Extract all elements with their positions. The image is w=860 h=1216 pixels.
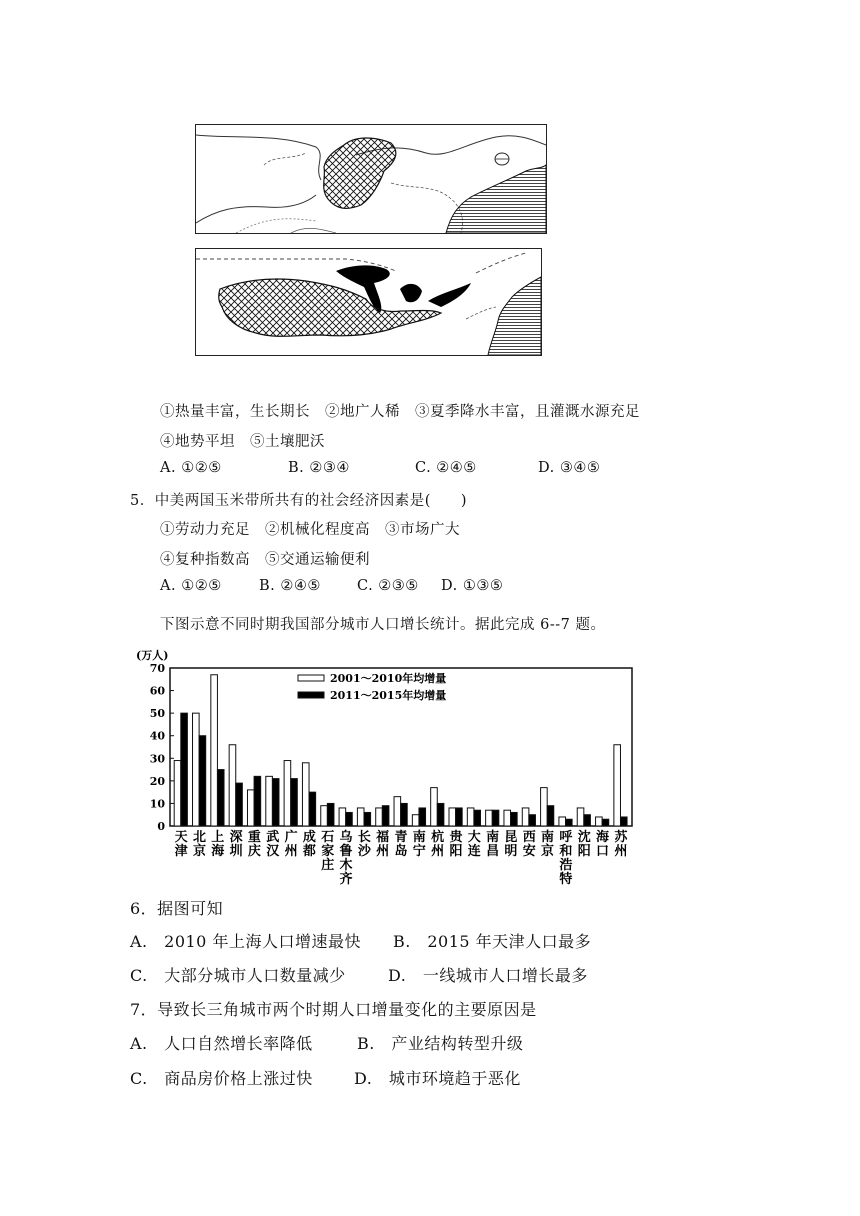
x-category-label: 齐 — [339, 872, 353, 886]
bar-2011-2015 — [602, 819, 609, 826]
bar-2001-2010 — [614, 745, 621, 826]
bar-2001-2010 — [211, 675, 218, 826]
x-category-label: 南 — [541, 830, 555, 845]
bar-2011-2015 — [309, 792, 316, 826]
q6-stem: 6．据图可知 — [130, 899, 224, 918]
x-category-label: 口 — [596, 844, 610, 859]
x-category-label: 州 — [376, 844, 390, 859]
q4-factors-line2: ④地势平坦 ⑤土壤肥沃 — [160, 434, 325, 450]
q5-option-a: A. ①②⑤ — [160, 578, 222, 594]
q7-stem: 7．导致长三角城市两个时期人口增量变化的主要原因是 — [130, 1000, 537, 1019]
x-category-label: 广 — [284, 830, 298, 845]
x-category-label: 都 — [302, 844, 316, 859]
x-category-label: 连 — [467, 844, 481, 859]
bar-2011-2015 — [474, 810, 481, 826]
x-category-label: 庆 — [247, 844, 261, 859]
x-category-label: 京 — [192, 844, 206, 859]
bar-2001-2010 — [559, 817, 566, 826]
q5-option-d: D. ①③⑤ — [441, 578, 504, 594]
x-category-label: 海 — [211, 844, 225, 859]
x-category-label: 家 — [321, 844, 335, 859]
bar-2001-2010 — [522, 808, 529, 826]
bar-2011-2015 — [327, 803, 334, 826]
x-category-label: 阳 — [449, 844, 463, 859]
bar-2011-2015 — [492, 810, 499, 826]
bar-2011-2015 — [346, 812, 353, 826]
bar-2011-2015 — [529, 815, 536, 826]
x-category-label: 贵 — [449, 830, 463, 845]
q6-option-a: A. 2010 年上海人口增速最快 — [130, 932, 361, 951]
chart-intro: 下图示意不同时期我国部分城市人口增长统计。据此完成 6--7 题。 — [160, 617, 606, 633]
q4-option-a: A. ①②⑤ — [160, 460, 222, 476]
bar-2001-2010 — [394, 797, 401, 826]
q4-option-b: B. ②③④ — [288, 460, 350, 476]
bar-2011-2015 — [291, 779, 298, 826]
us-corn-belt-map-icon — [196, 249, 541, 355]
y-tick-label: 10 — [149, 797, 165, 811]
legend-swatch — [298, 675, 324, 681]
bar-2011-2015 — [620, 817, 627, 826]
x-category-label: 沙 — [357, 844, 371, 859]
x-category-label: 汉 — [266, 844, 280, 859]
bar-2001-2010 — [357, 808, 364, 826]
x-category-label: 昌 — [486, 844, 500, 859]
bar-2011-2015 — [217, 770, 224, 826]
x-category-label: 宁 — [412, 844, 426, 859]
bar-2011-2015 — [547, 806, 554, 826]
x-category-label: 庄 — [321, 858, 335, 873]
x-category-label: 杭 — [431, 830, 445, 845]
bar-2011-2015 — [511, 812, 518, 826]
legend-label: 2011～2015年均增量 — [330, 689, 447, 702]
y-tick-label: 0 — [157, 820, 165, 833]
x-category-label: 津 — [174, 844, 188, 859]
x-category-label: 南 — [412, 830, 426, 845]
q5-factors-line2: ④复种指数高 ⑤交通运输便利 — [160, 552, 370, 568]
x-category-label: 南 — [486, 830, 500, 845]
bar-2001-2010 — [174, 761, 181, 826]
q4-option-c: C. ②④⑤ — [415, 460, 477, 476]
bar-2001-2010 — [266, 776, 273, 826]
x-category-label: 和 — [559, 844, 573, 859]
x-category-label: 阳 — [577, 844, 591, 859]
bar-2011-2015 — [456, 808, 463, 826]
q4-factors-line1: ①热量丰富，生长期长 ②地广人稀 ③夏季降水丰富，且灌溉水源充足 — [160, 404, 640, 420]
x-category-label: 浩 — [559, 858, 573, 873]
x-category-label: 成 — [302, 830, 316, 845]
q4-option-d: D. ③④⑤ — [538, 460, 601, 476]
x-category-label: 鲁 — [339, 844, 353, 859]
bar-2011-2015 — [254, 776, 261, 826]
bar-2001-2010 — [284, 761, 291, 826]
q7-option-d: D. 城市环境趋于恶化 — [354, 1069, 521, 1088]
x-category-label: 圳 — [229, 844, 243, 859]
q6-option-d: D. 一线城市人口增长最多 — [388, 966, 588, 985]
x-category-label: 州 — [431, 844, 445, 859]
q7-option-b: B. 产业结构转型升级 — [357, 1034, 524, 1053]
northeast-china-corn-belt-map-icon — [196, 125, 546, 233]
x-category-label: 明 — [504, 844, 518, 859]
x-category-label: 天 — [174, 830, 188, 845]
x-category-label: 武 — [266, 830, 280, 845]
bar-2011-2015 — [419, 808, 426, 826]
bar-2001-2010 — [412, 815, 419, 826]
x-category-label: 乌 — [339, 830, 353, 845]
x-category-label: 苏 — [614, 830, 628, 845]
q7-option-a: A. 人口自然增长率降低 — [130, 1034, 313, 1053]
bar-2011-2015 — [199, 736, 206, 826]
bar-2011-2015 — [181, 713, 188, 826]
legend-label: 2001～2010年均增量 — [330, 672, 447, 685]
bar-2011-2015 — [382, 806, 389, 826]
bar-2001-2010 — [376, 808, 383, 826]
q6-option-b: B. 2015 年天津人口最多 — [393, 932, 592, 951]
bar-2011-2015 — [566, 819, 573, 826]
bar-2011-2015 — [236, 783, 243, 826]
bar-2001-2010 — [431, 788, 438, 826]
x-category-label: 呼 — [559, 830, 573, 845]
bar-2001-2010 — [486, 810, 493, 826]
y-tick-label: 60 — [149, 684, 165, 698]
x-category-label: 青 — [394, 830, 408, 845]
x-category-label: 昆 — [504, 830, 518, 845]
q5-option-c: C. ②③⑤ — [357, 578, 419, 594]
x-category-label: 上 — [211, 830, 225, 845]
bar-2011-2015 — [437, 803, 444, 826]
x-category-label: 京 — [541, 844, 555, 859]
y-axis-label: (万人) — [136, 649, 169, 662]
x-category-label: 大 — [467, 830, 481, 845]
x-category-label: 安 — [522, 844, 536, 859]
us-corn-belt-map — [195, 248, 542, 356]
x-category-label: 海 — [596, 830, 610, 845]
bar-2001-2010 — [596, 817, 603, 826]
x-category-label: 重 — [247, 830, 261, 845]
bar-2001-2010 — [247, 790, 254, 826]
legend-swatch — [298, 692, 324, 698]
bar-2001-2010 — [302, 763, 309, 826]
population-growth-chart-svg — [130, 646, 650, 886]
bar-2001-2010 — [467, 808, 474, 826]
bar-2001-2010 — [229, 745, 236, 826]
y-tick-label: 20 — [149, 774, 165, 788]
x-category-label: 州 — [284, 844, 298, 859]
bar-2011-2015 — [401, 803, 408, 826]
x-category-label: 特 — [559, 872, 573, 886]
q5-factors-line1: ①劳动力充足 ②机械化程度高 ③市场广大 — [160, 522, 460, 538]
x-category-label: 沈 — [577, 830, 591, 845]
q5-option-b: B. ②④⑤ — [259, 578, 321, 594]
bar-2001-2010 — [541, 788, 548, 826]
bar-2011-2015 — [272, 779, 279, 826]
x-category-label: 木 — [339, 858, 353, 873]
q5-stem: 5．中美两国玉米带所共有的社会经济因素是( ) — [130, 493, 468, 509]
bar-2011-2015 — [584, 815, 591, 826]
bar-2001-2010 — [339, 808, 346, 826]
northeast-china-corn-belt-map — [195, 124, 547, 234]
q6-option-c: C. 大部分城市人口数量减少 — [130, 966, 346, 985]
x-category-label: 深 — [229, 830, 243, 845]
bar-2001-2010 — [193, 713, 200, 826]
x-category-label: 北 — [192, 830, 206, 845]
y-tick-label: 70 — [149, 662, 165, 675]
bar-2001-2010 — [577, 808, 584, 826]
bar-2001-2010 — [449, 808, 456, 826]
x-category-label: 州 — [614, 844, 628, 859]
x-category-label: 石 — [321, 830, 335, 845]
x-category-label: 福 — [376, 830, 390, 845]
bar-2001-2010 — [321, 806, 328, 826]
y-tick-label: 40 — [149, 729, 165, 743]
x-category-label: 岛 — [394, 844, 408, 859]
y-tick-label: 50 — [149, 707, 165, 721]
bar-2001-2010 — [504, 810, 511, 826]
x-category-label: 长 — [357, 830, 371, 845]
bar-2011-2015 — [364, 812, 371, 826]
x-category-label: 西 — [522, 830, 536, 845]
q7-option-c: C. 商品房价格上涨过快 — [130, 1069, 313, 1088]
population-growth-chart — [130, 646, 650, 886]
y-tick-label: 30 — [149, 752, 165, 766]
